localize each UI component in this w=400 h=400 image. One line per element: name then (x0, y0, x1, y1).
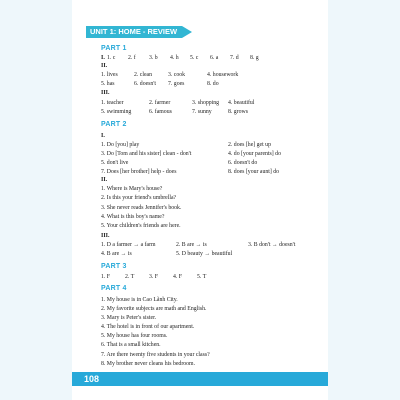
answer: 2. T (125, 274, 135, 280)
answer: 2. Is this your friend's umbrella? (101, 195, 177, 201)
answer: 2. B are → is (176, 242, 207, 248)
answer: 8. does [your aunt] do (228, 169, 280, 175)
answer: 5. T (197, 274, 207, 280)
part3-heading: PART 3 (101, 263, 127, 270)
unit-title-banner: UNIT 1: HOME - REVIEW (86, 26, 182, 38)
answer: 5. c (190, 55, 199, 61)
answer: 6. a (210, 55, 219, 61)
answer: 7. Are there twenty five students in your class? (101, 352, 210, 358)
answer: 1. c (107, 55, 116, 61)
part1-section-1: I. (101, 55, 105, 61)
answer: 5. Your children's friends are here. (101, 223, 181, 229)
left-margin-band (0, 0, 72, 400)
answer: 1. teacher (101, 100, 124, 106)
right-margin-band (328, 0, 400, 400)
answer: 8. My brother never cleans his bedroom. (101, 361, 196, 367)
answer: 3. b (149, 55, 158, 61)
answer: 4. h (170, 55, 179, 61)
answer: 1. F (101, 274, 111, 280)
answer: 6. doesn't do (228, 160, 258, 166)
answer: 4. B are → is (101, 251, 132, 257)
answer: 2. My favorite subjects are math and English. (101, 306, 207, 312)
answer: 2. does [he] get up (228, 142, 271, 148)
answer: 1. Do [you] play (101, 142, 140, 148)
part1-section-2: II. (101, 63, 108, 69)
part2-section-1: I. (101, 133, 105, 139)
footer-bar (72, 372, 328, 386)
answer: 4. F (173, 274, 183, 280)
answer: 8. grows (228, 109, 248, 115)
answer: 7. d (230, 55, 239, 61)
answer: 5. has (101, 81, 115, 87)
answer: 3. Do [Tom and his sister] clean - don't (101, 151, 192, 157)
answer: 6. That is a small kitchen. (101, 342, 161, 348)
answer: 3. B don't → doesn't (248, 242, 296, 248)
answer: 4. beautiful (228, 100, 255, 106)
answer: 7. goes (168, 81, 185, 87)
answer: 4. housework (207, 72, 239, 78)
answer: 8. do (207, 81, 219, 87)
answer: 2. f (128, 55, 136, 61)
answer: 3. cook (168, 72, 186, 78)
answer: 6. famous (149, 109, 172, 115)
answer: 5. don't live (101, 160, 129, 166)
answer: 4. do [your parents] do (228, 151, 281, 157)
answer: 2. farmer (149, 100, 171, 106)
part1-section-3: III. (101, 90, 110, 96)
answer: 3. F (149, 274, 159, 280)
answer: 1. Where is Mary's house? (101, 186, 163, 192)
page-number: 108 (84, 374, 100, 384)
part2-section-3: III. (101, 233, 110, 239)
answer: 7. sunny (192, 109, 212, 115)
answer: 3. shopping (192, 100, 220, 106)
answer: 4. The hotel is in front of our apartment. (101, 324, 195, 330)
answer: 5. D beauty → beautiful (176, 251, 233, 257)
answer: 3. Mary is Peter's sister. (101, 315, 157, 321)
part2-section-2: II. (101, 177, 108, 183)
answer: 2. clean (134, 72, 153, 78)
part4-heading: PART 4 (101, 285, 127, 292)
answer: 6. doesn't (134, 81, 156, 87)
answer: 8. g (250, 55, 259, 61)
answer: 3. She never reads Jennifer's book. (101, 205, 182, 211)
answer: 1. My house is in Cao Lãnh City. (101, 297, 178, 303)
answer: 5. My house has four rooms. (101, 333, 168, 339)
answer: 1. lives (101, 72, 118, 78)
answer: 4. What is this boy's name? (101, 214, 165, 220)
answer: 7. Does [her brother] help - does (101, 169, 177, 175)
part2-heading: PART 2 (101, 121, 127, 128)
answer: 1. D a farmer → a farm (101, 242, 156, 248)
answer: 5. swimming (101, 109, 132, 115)
part1-heading: PART 1 (101, 45, 127, 52)
